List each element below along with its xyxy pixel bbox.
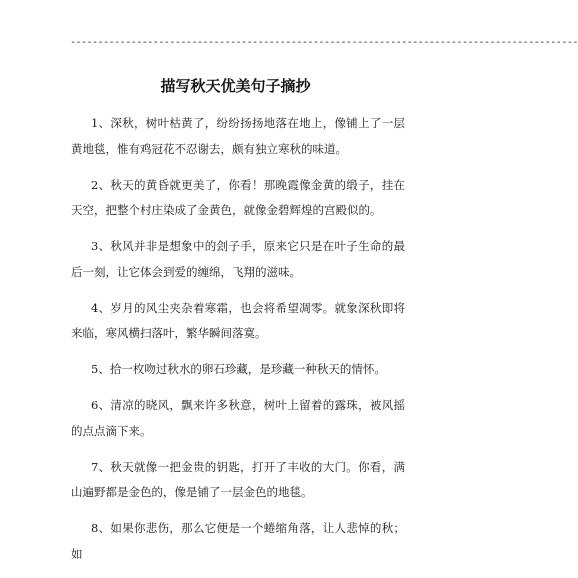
paragraph-1: 1、深秋，树叶枯黄了，纷纷扬扬地落在地上，像铺上了一层黄地毯，惟有鸡冠花不忍谢去，颇有独立寒秋的味道。 — [71, 116, 405, 156]
paragraph-2: 2、秋天的黄昏就更美了，你看！那晚霞像金黄的缎子，挂在天空，把整个村庄染成了金黄色，就像金碧辉煌的宫殿似的。 — [71, 177, 405, 217]
paragraph-3: 3、秋风并非是想象中的刽子手，原来它只是在叶子生命的最后一刻，让它体会到爱的缠绵，飞翔的滋味。 — [71, 239, 405, 279]
separator-line: -------------------------------------------------------------------------------------------- — [70, 37, 578, 48]
paragraph-5: 5、拾一枚吻过秋水的卵石珍藏，是珍藏一种秋天的情怀。 — [91, 362, 386, 376]
paragraph-8: 8、如果你悲伤，那么它便是一个蜷缩角落，让人悲悼的秋；如 — [71, 521, 405, 561]
document-body — [71, 111, 405, 578]
paragraph-6: 6、清凉的晓风，飘来许多秋意，树叶上留着的露珠，被风摇的点点滴下来。 — [71, 398, 405, 438]
paragraph-7: 7、秋天就像一把金贵的钥匙，打开了丰收的大门。你看，满山遍野都是金色的，像是铺了一层金色的地毯。 — [71, 459, 405, 499]
page-title: 描写秋天优美句子摘抄 — [160, 77, 311, 95]
paragraph-4: 4、岁月的风尘夹杂着寒霜，也会将希望凋零。就象深秋即将来临，寒风横扫落叶，繁华瞬间落寞。 — [71, 300, 405, 340]
